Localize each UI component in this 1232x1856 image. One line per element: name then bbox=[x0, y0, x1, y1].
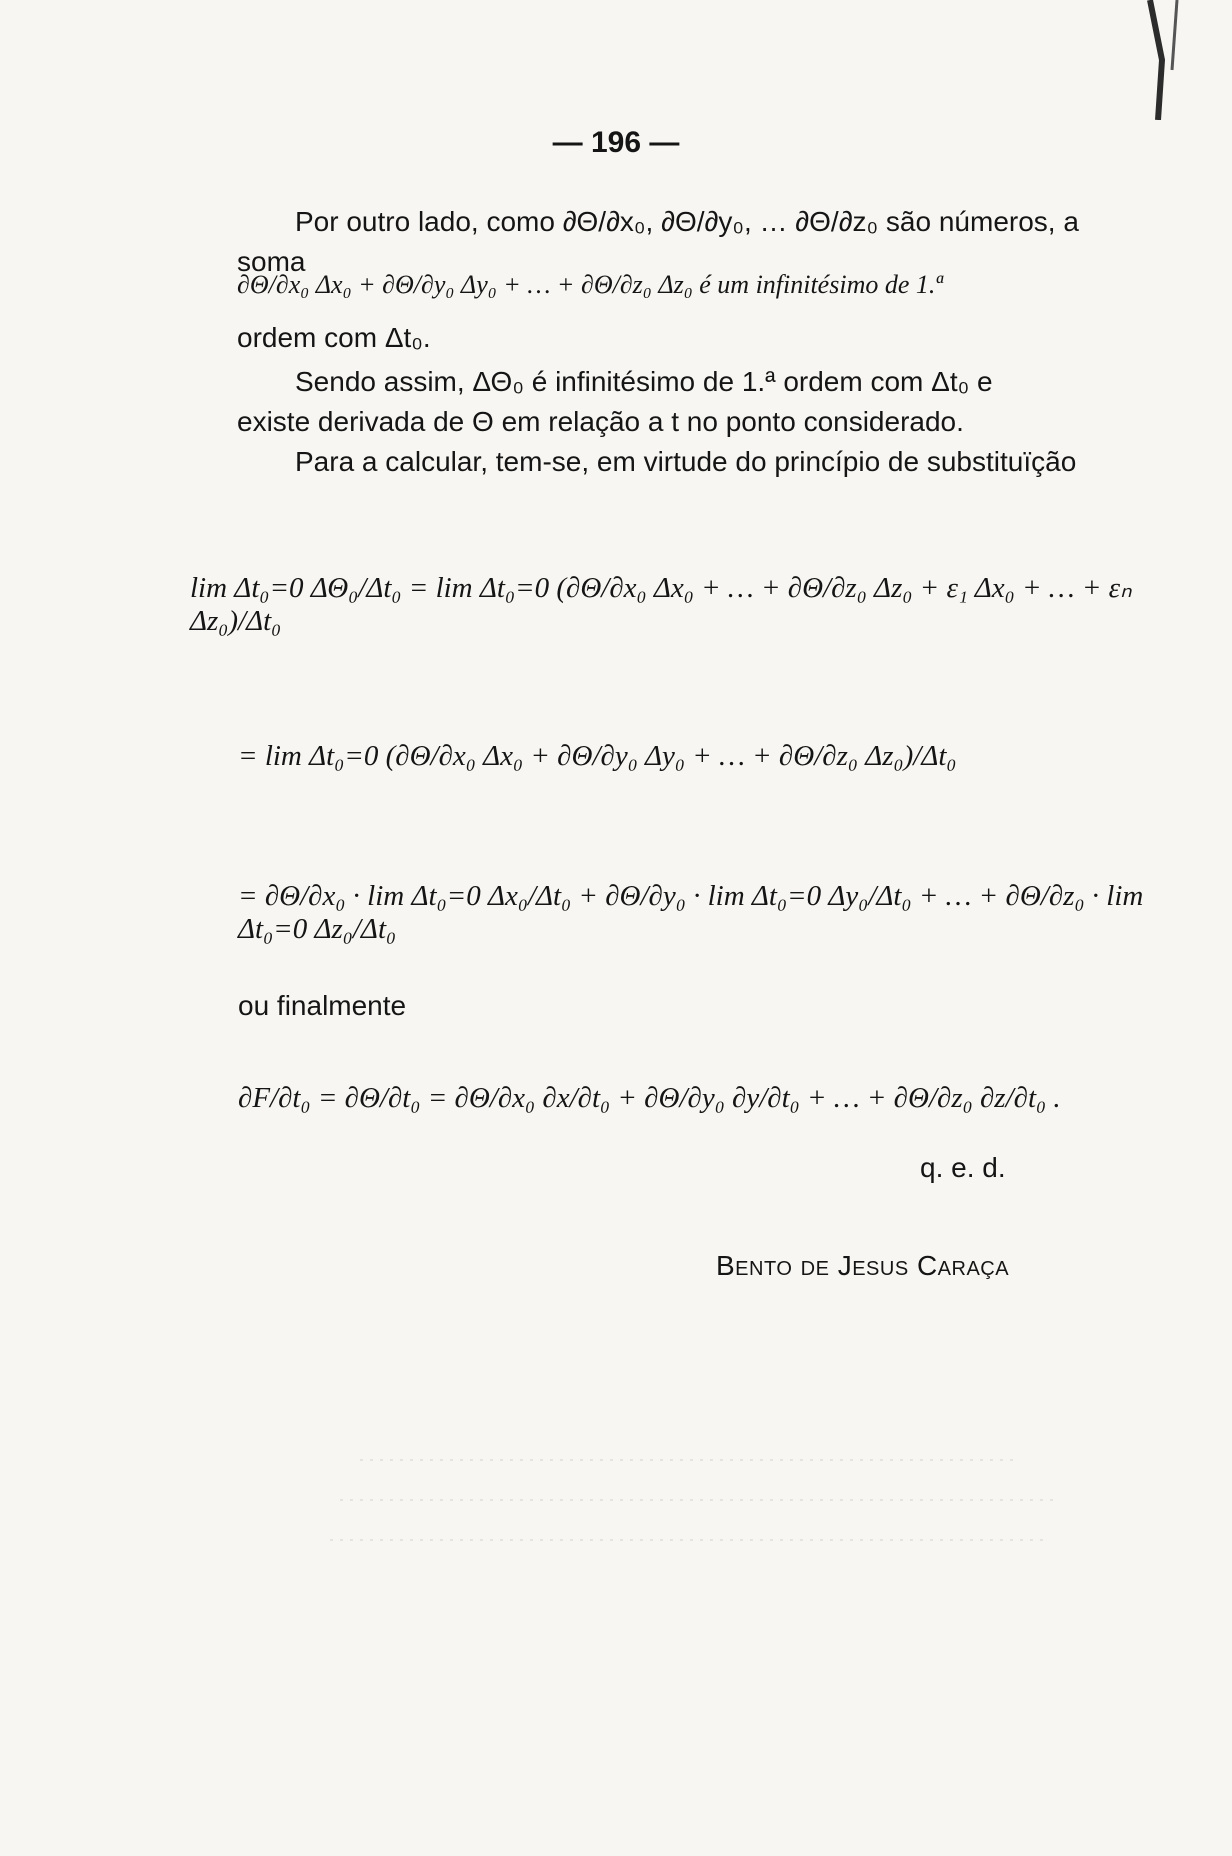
ou-finalmente-text: ou finalmente bbox=[238, 990, 407, 1021]
paragraph-2-line-2: existe derivada de Θ em relação a t no ponto considerado. bbox=[237, 406, 964, 437]
qed-mark: q. e. d. bbox=[920, 1152, 1006, 1183]
paragraph-1-line-2: ∂Θ/∂x₀ Δx₀ + ∂Θ/∂y₀ Δy₀ + … + ∂Θ/∂z₀ Δz₀ é um infinitésimo de 1.ª bbox=[237, 270, 943, 299]
equation-3: = ∂Θ/∂x₀ · lim Δt₀=0 Δx₀/Δt₀ + ∂Θ/∂y₀ · lim Δt₀=0 Δy₀/Δt₀ + … + ∂Θ/∂z₀ · lim Δt₀=0 Δz₀/Δt₀ bbox=[238, 880, 1144, 945]
page-number: — 196 — bbox=[552, 126, 680, 159]
equation-1: lim Δt₀=0 ΔΘ₀/Δt₀ = lim Δt₀=0 (∂Θ/∂x₀ Δx₀ + … + ∂Θ/∂z₀ Δz₀ + ε₁ Δx₀ + … + εₙ Δz₀)/Δt₀ bbox=[190, 572, 1132, 637]
equation-2: = lim Δt₀=0 (∂Θ/∂x₀ Δx₀ + ∂Θ/∂y₀ Δy₀ + … + ∂Θ/∂z₀ Δz₀)/Δt₀ bbox=[238, 740, 957, 772]
paragraph-3: Para a calcular, tem-se, em virtude do princípio de substituïção bbox=[295, 446, 1077, 477]
paragraph-2-line-1: Sendo assim, ΔΘ₀ é infinitésimo de 1.ª ordem com Δt₀ e bbox=[295, 366, 993, 397]
author-signature: Bento de Jesus Caraça bbox=[716, 1250, 1010, 1281]
paragraph-1-line-3: ordem com Δt₀. bbox=[237, 322, 431, 353]
page-corner-mark-icon bbox=[1132, 0, 1192, 120]
equation-4: ∂F/∂t₀ = ∂Θ/∂t₀ = ∂Θ/∂x₀ ∂x/∂t₀ + ∂Θ/∂y₀ ∂y/∂t₀ + … + ∂Θ/∂z₀ ∂z/∂t₀ . bbox=[238, 1082, 1061, 1114]
paragraph-2 bbox=[237, 362, 1087, 482]
paragraph-1-line-1: Por outro lado, como ∂Θ/∂x₀, ∂Θ/∂y₀, … ∂Θ/∂z₀ são números, a soma bbox=[237, 206, 1079, 277]
bleed-through-smudge-icon bbox=[320, 1440, 1080, 1600]
paragraph-1-end bbox=[237, 318, 1087, 358]
